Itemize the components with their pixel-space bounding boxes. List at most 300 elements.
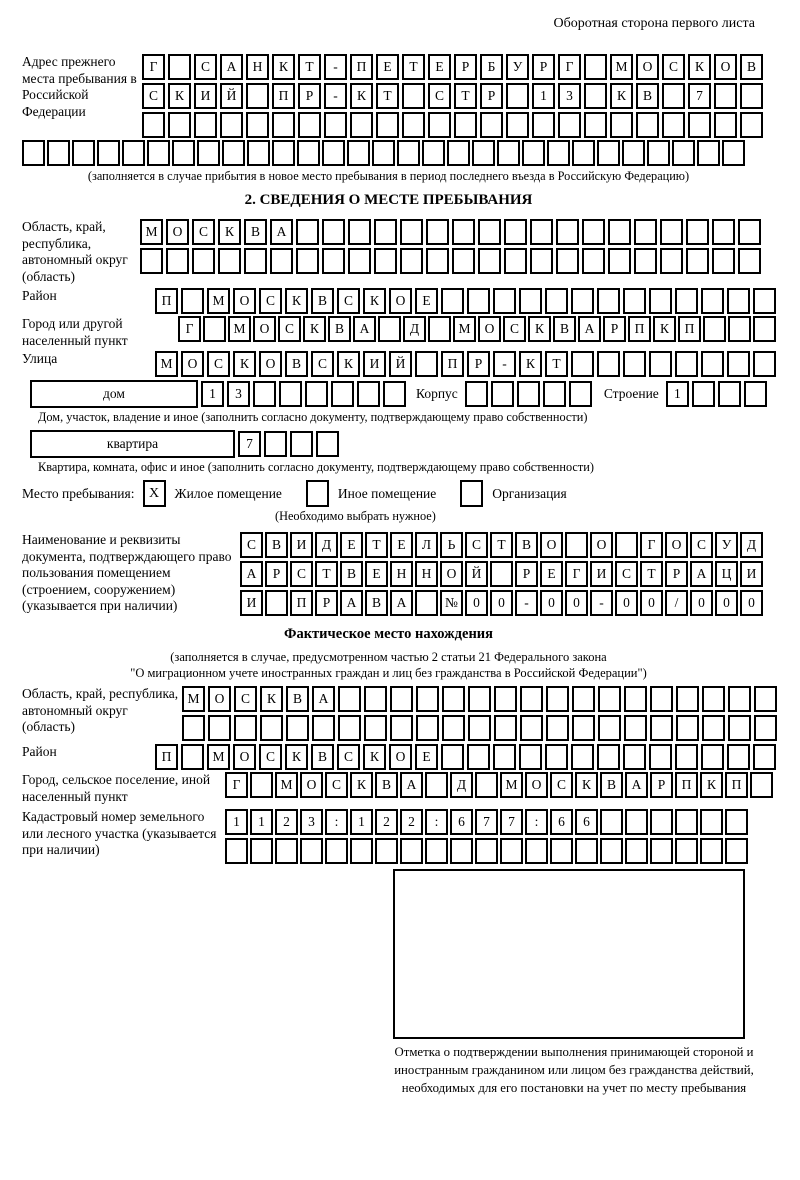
form-cell (182, 715, 205, 741)
form-cell (712, 219, 735, 245)
form-cell: Ц (715, 561, 738, 587)
form-cell: К (218, 219, 241, 245)
region-row-1 (140, 219, 761, 245)
form-cell: Д (740, 532, 763, 558)
form-cell: М (207, 288, 230, 314)
form-cell: Р (298, 83, 321, 109)
form-cell (197, 140, 220, 166)
form-cell (506, 112, 529, 138)
form-cell (662, 83, 685, 109)
form-cell: М (275, 772, 298, 798)
form-cell (600, 809, 623, 835)
form-cell (598, 715, 621, 741)
district-label: Район (22, 288, 57, 303)
actual-region-label: Область, край, республика, автономный округ (область) (22, 686, 179, 734)
form-cell (442, 686, 465, 712)
form-cell (718, 381, 741, 407)
form-cell: С (240, 532, 263, 558)
actual-location-note (22, 649, 755, 681)
stay-type-option-organization-label: Организация (492, 485, 567, 501)
form-cell: О (300, 772, 323, 798)
form-cell: Б (480, 54, 503, 80)
form-cell: В (311, 288, 334, 314)
form-cell (390, 715, 413, 741)
form-cell (649, 288, 672, 314)
form-cell (714, 83, 737, 109)
form-cell: К (700, 772, 723, 798)
form-cell: Т (315, 561, 338, 587)
form-cell: С (192, 219, 215, 245)
form-cell (220, 112, 243, 138)
district-field (22, 288, 755, 314)
stay-type-label: Место пребывания: (22, 485, 135, 501)
form-cell (572, 686, 595, 712)
form-cell (597, 744, 620, 770)
korpus-label: Корпус (416, 386, 458, 401)
form-cell (428, 112, 451, 138)
street-label: Улица (22, 351, 58, 366)
form-cell: 0 (565, 590, 588, 616)
form-cell: 7 (500, 809, 523, 835)
form-cell (676, 686, 699, 712)
form-cell (582, 248, 605, 274)
form-cell (675, 838, 698, 864)
form-cell (122, 140, 145, 166)
form-cell (753, 351, 776, 377)
apartment-box-label: квартира (30, 430, 235, 458)
form-cell: В (553, 316, 576, 342)
document-label: Наименование и реквизиты документа, подтверждающего право пользования помещением (строением, сооружением) (указывается при наличии) (22, 532, 232, 613)
form-cell (493, 744, 516, 770)
form-cell (181, 288, 204, 314)
stroenie-cells (666, 381, 767, 407)
form-cell (338, 715, 361, 741)
form-cell (372, 140, 395, 166)
form-cell (493, 288, 516, 314)
form-cell: 0 (640, 590, 663, 616)
form-cell (660, 248, 683, 274)
actual-location-note-line2: "О миграционном учете иностранных граждан и лиц без гражданства в Российской Федерации") (130, 666, 647, 680)
form-cell: В (285, 351, 308, 377)
form-cell: Р (650, 772, 673, 798)
form-cell: - (590, 590, 613, 616)
form-cell: В (286, 686, 309, 712)
form-cell: С (503, 316, 526, 342)
form-cell (545, 288, 568, 314)
form-cell (722, 140, 745, 166)
house-box-label: дом (30, 380, 198, 408)
form-cell: М (500, 772, 523, 798)
form-cell (556, 219, 579, 245)
korpus-cells (465, 381, 592, 407)
form-cell: 1 (201, 381, 224, 407)
form-cell: О (253, 316, 276, 342)
form-cell: О (525, 772, 548, 798)
prev-address-field (22, 54, 755, 138)
form-cell (140, 248, 163, 274)
form-cell: / (665, 590, 688, 616)
form-cell (72, 140, 95, 166)
form-cell (530, 248, 553, 274)
form-cell: : (425, 809, 448, 835)
form-cell: В (636, 83, 659, 109)
form-cell (571, 744, 594, 770)
form-cell: Е (540, 561, 563, 587)
form-cell: 1 (250, 809, 273, 835)
form-cell: Р (603, 316, 626, 342)
form-cell: С (465, 532, 488, 558)
form-cell (692, 381, 715, 407)
form-cell (572, 715, 595, 741)
form-cell: О (714, 54, 737, 80)
form-cell (375, 838, 398, 864)
form-cell (194, 112, 217, 138)
actual-district-row (155, 744, 776, 770)
form-cell: М (182, 686, 205, 712)
document-row-1 (240, 532, 763, 558)
form-cell: 0 (540, 590, 563, 616)
form-cell: Т (365, 532, 388, 558)
form-cell (203, 316, 226, 342)
form-cell: В (600, 772, 623, 798)
form-cell: В (311, 744, 334, 770)
cadastral-label: Кадастровый номер земельного или лесного участка (указывается при наличии) (22, 809, 217, 857)
prev-address-row-2 (142, 83, 763, 109)
form-cell (172, 140, 195, 166)
house-cells (201, 381, 406, 407)
form-cell: Н (246, 54, 269, 80)
form-cell (676, 715, 699, 741)
form-cell (297, 140, 320, 166)
form-cell: Г (142, 54, 165, 80)
form-cell: 3 (300, 809, 323, 835)
form-cell (725, 838, 748, 864)
form-cell (47, 140, 70, 166)
actual-city-field (22, 772, 755, 805)
form-cell: С (615, 561, 638, 587)
form-cell (727, 351, 750, 377)
form-cell (546, 715, 569, 741)
region-row-2 (140, 248, 761, 274)
form-cell (662, 112, 685, 138)
form-cell: Д (403, 316, 426, 342)
form-cell (400, 838, 423, 864)
form-cell (697, 140, 720, 166)
form-cell: 0 (715, 590, 738, 616)
form-cell: Р (515, 561, 538, 587)
form-cell: М (453, 316, 476, 342)
form-cell: В (328, 316, 351, 342)
form-cell (727, 288, 750, 314)
form-cell: 6 (550, 809, 573, 835)
form-cell: К (610, 83, 633, 109)
form-cell (322, 219, 345, 245)
form-cell: Е (415, 744, 438, 770)
form-cell: В (265, 532, 288, 558)
form-cell (305, 381, 328, 407)
form-cell: П (272, 83, 295, 109)
prev-address-row-1 (142, 54, 763, 80)
form-cell (447, 140, 470, 166)
form-cell (550, 838, 573, 864)
form-cell (598, 686, 621, 712)
city-row (178, 316, 776, 342)
form-cell (390, 686, 413, 712)
form-cell: О (208, 686, 231, 712)
form-cell (296, 219, 319, 245)
form-cell (168, 112, 191, 138)
form-cell: К (285, 288, 308, 314)
form-cell: А (400, 772, 423, 798)
form-cell: Т (640, 561, 663, 587)
form-cell: А (690, 561, 713, 587)
form-cell (754, 686, 777, 712)
form-cell: И (240, 590, 263, 616)
form-cell (426, 219, 449, 245)
form-cell: Т (376, 83, 399, 109)
form-cell (491, 381, 514, 407)
form-cell: 7 (238, 431, 261, 457)
actual-location-note-line1: (заполняется в случае, предусмотренном частью 2 статьи 21 Федерального закона (170, 650, 607, 664)
form-cell: - (493, 351, 516, 377)
form-cell (647, 140, 670, 166)
form-cell (402, 83, 425, 109)
form-cell (754, 715, 777, 741)
form-cell (597, 288, 620, 314)
form-cell: 7 (475, 809, 498, 835)
street-field (22, 351, 755, 377)
form-cell: 0 (490, 590, 513, 616)
form-cell (610, 112, 633, 138)
form-cell (478, 219, 501, 245)
form-cell (530, 219, 553, 245)
form-cell (504, 219, 527, 245)
form-cell (728, 715, 751, 741)
form-cell (753, 288, 776, 314)
form-cell: С (259, 744, 282, 770)
form-cell (725, 809, 748, 835)
form-cell (701, 288, 724, 314)
form-cell: А (353, 316, 376, 342)
form-cell (97, 140, 120, 166)
form-cell: 3 (227, 381, 250, 407)
form-cell: В (515, 532, 538, 558)
form-cell: И (194, 83, 217, 109)
form-cell (636, 112, 659, 138)
form-cell (650, 838, 673, 864)
form-cell: О (440, 561, 463, 587)
form-cell: Р (665, 561, 688, 587)
form-cell (650, 715, 673, 741)
stroenie-label: Строение (603, 386, 659, 401)
form-cell (298, 112, 321, 138)
form-cell (480, 112, 503, 138)
form-cell (147, 140, 170, 166)
region-field (22, 219, 755, 285)
form-cell (296, 248, 319, 274)
form-cell: Р (532, 54, 555, 80)
form-cell (700, 838, 723, 864)
form-cell: К (285, 744, 308, 770)
form-cell: П (675, 772, 698, 798)
form-cell (181, 744, 204, 770)
form-cell (675, 744, 698, 770)
form-cell (622, 140, 645, 166)
form-cell: Д (450, 772, 473, 798)
form-cell: О (389, 288, 412, 314)
form-cell: О (636, 54, 659, 80)
form-cell: Т (490, 532, 513, 558)
form-cell: П (290, 590, 313, 616)
form-cell: С (311, 351, 334, 377)
form-cell (322, 140, 345, 166)
form-cell: А (340, 590, 363, 616)
form-cell (225, 838, 248, 864)
district-row (155, 288, 776, 314)
form-cell: 1 (532, 83, 555, 109)
form-cell (750, 772, 773, 798)
city-label: Город или другой населенный пункт (22, 316, 128, 348)
form-cell (545, 744, 568, 770)
form-cell: А (270, 219, 293, 245)
form-cell (331, 381, 354, 407)
form-cell (519, 288, 542, 314)
stay-type-checkbox-organization (460, 480, 483, 507)
form-cell (383, 381, 406, 407)
form-cell: С (290, 561, 313, 587)
form-cell (702, 715, 725, 741)
form-cell (532, 112, 555, 138)
actual-city-label: Город, сельское поселение, иной населенный пункт (22, 772, 211, 804)
form-cell (166, 248, 189, 274)
form-cell (426, 248, 449, 274)
form-cell: О (233, 744, 256, 770)
form-cell (623, 351, 646, 377)
form-cell: Р (454, 54, 477, 80)
form-cell (623, 744, 646, 770)
form-cell: Е (365, 561, 388, 587)
form-cell (584, 83, 607, 109)
form-cell: 0 (690, 590, 713, 616)
form-cell: С (278, 316, 301, 342)
form-cell: О (233, 288, 256, 314)
form-cell (247, 140, 270, 166)
stay-type-checkbox-other (306, 480, 329, 507)
form-cell: : (325, 809, 348, 835)
form-cell: Р (480, 83, 503, 109)
form-cell (465, 381, 488, 407)
form-cell (753, 744, 776, 770)
header-note: Оборотная сторона первого листа (553, 16, 755, 31)
form-cell (234, 715, 257, 741)
actual-region-cellrows (182, 686, 777, 741)
form-cell (450, 838, 473, 864)
actual-region-row-1 (182, 686, 777, 712)
form-cell: К (272, 54, 295, 80)
form-cell (623, 288, 646, 314)
form-cell: Г (225, 772, 248, 798)
form-cell: П (725, 772, 748, 798)
form-cell (597, 351, 620, 377)
form-cell (675, 351, 698, 377)
form-cell: Г (640, 532, 663, 558)
form-cell (608, 219, 631, 245)
form-cell: С (662, 54, 685, 80)
form-cell: И (590, 561, 613, 587)
form-cell (350, 112, 373, 138)
form-cell: 0 (615, 590, 638, 616)
form-cell (634, 219, 657, 245)
form-cell: К (575, 772, 598, 798)
actual-region-field (22, 686, 755, 741)
form-cell (246, 112, 269, 138)
form-cell: А (312, 686, 335, 712)
form-cell: : (525, 809, 548, 835)
form-cell: И (290, 532, 313, 558)
form-cell (675, 288, 698, 314)
form-cell (740, 83, 763, 109)
document-row-3 (240, 590, 763, 616)
document-row-2 (240, 561, 763, 587)
form-cell: М (140, 219, 163, 245)
form-cell: В (244, 219, 267, 245)
form-cell (452, 248, 475, 274)
form-cell (441, 744, 464, 770)
form-cell (425, 838, 448, 864)
form-cell (286, 715, 309, 741)
form-cell: О (389, 744, 412, 770)
form-cell (519, 744, 542, 770)
form-cell: К (528, 316, 551, 342)
form-cell: В (740, 54, 763, 80)
form-cell: Й (389, 351, 412, 377)
form-cell (397, 140, 420, 166)
form-cell (467, 288, 490, 314)
form-cell (703, 316, 726, 342)
form-cell (416, 715, 439, 741)
form-cell: М (228, 316, 251, 342)
form-cell: 2 (400, 809, 423, 835)
form-cell (582, 219, 605, 245)
form-cell (374, 219, 397, 245)
form-cell (624, 686, 647, 712)
document-cellrows (240, 532, 763, 616)
form-cell (475, 838, 498, 864)
form-cell: У (715, 532, 738, 558)
prev-address-overflow-row (22, 140, 755, 166)
form-cell: О (590, 532, 613, 558)
form-cell: К (363, 744, 386, 770)
form-cell (522, 140, 545, 166)
cadastral-cellrows (225, 809, 748, 864)
prev-address-row-3 (142, 112, 763, 138)
form-cell: Р (265, 561, 288, 587)
form-cell (338, 686, 361, 712)
form-cell (265, 590, 288, 616)
form-cell (300, 838, 323, 864)
form-cell: С (337, 744, 360, 770)
form-cell (348, 219, 371, 245)
form-cell (264, 431, 287, 457)
form-cell: Т (298, 54, 321, 80)
form-cell: Ь (440, 532, 463, 558)
form-cell (402, 112, 425, 138)
form-cell (712, 248, 735, 274)
form-cell: К (260, 686, 283, 712)
prev-address-label: Адрес прежнего места пребывания в Российской Федерации (22, 54, 137, 119)
form-cell (316, 431, 339, 457)
form-cell: О (540, 532, 563, 558)
